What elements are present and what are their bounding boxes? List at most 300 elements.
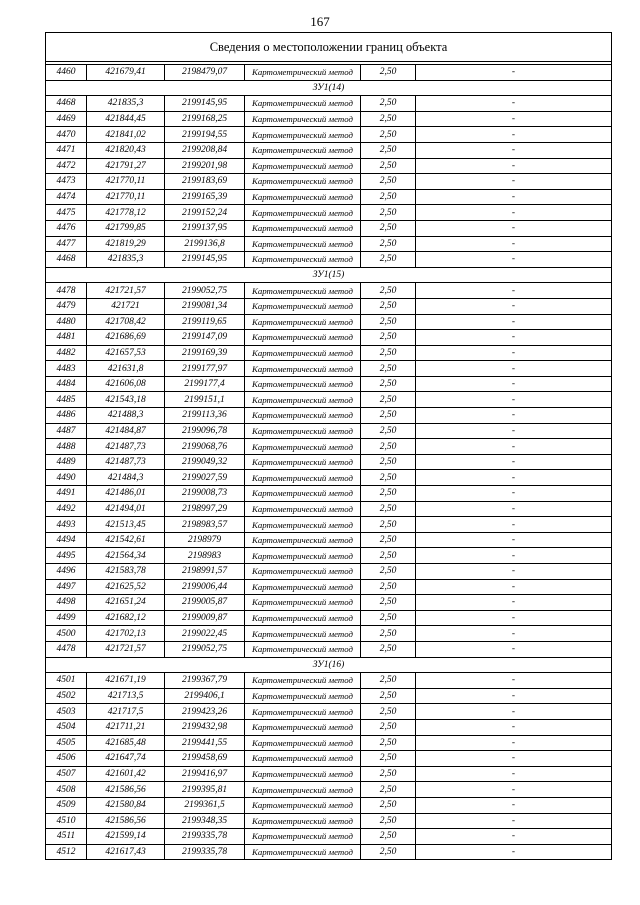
accuracy-cell: 2,50	[361, 610, 416, 626]
table-row	[46, 532, 612, 548]
table-row	[46, 766, 612, 782]
y-coordinate-cell: 2199145,95	[165, 96, 245, 112]
table-row	[46, 454, 612, 470]
x-coordinate-cell: 421835,3	[87, 96, 165, 112]
point-number-cell: 4505	[46, 735, 87, 751]
x-coordinate-cell: 421835,3	[87, 252, 165, 268]
accuracy-cell: 2,50	[361, 439, 416, 455]
description-cell: -	[416, 439, 612, 455]
table-row	[46, 751, 612, 767]
point-number-cell: 4477	[46, 236, 87, 252]
method-cell: Картометрический метод	[245, 813, 361, 829]
accuracy-cell: 2,50	[361, 813, 416, 829]
accuracy-cell: 2,50	[361, 673, 416, 689]
method-cell: Картометрический метод	[245, 111, 361, 127]
method-cell: Картометрический метод	[245, 517, 361, 533]
description-cell: -	[416, 174, 612, 190]
x-coordinate-cell: 421484,3	[87, 470, 165, 486]
y-coordinate-cell: 2199009,87	[165, 610, 245, 626]
accuracy-cell: 2,50	[361, 501, 416, 517]
x-coordinate-cell: 421778,12	[87, 205, 165, 221]
x-coordinate-cell: 421542,61	[87, 532, 165, 548]
accuracy-cell: 2,50	[361, 470, 416, 486]
y-coordinate-cell: 2199458,69	[165, 751, 245, 767]
table-row	[46, 439, 612, 455]
accuracy-cell: 2,50	[361, 844, 416, 860]
x-coordinate-cell: 421631,8	[87, 361, 165, 377]
table-row	[46, 501, 612, 517]
y-coordinate-cell: 2199145,95	[165, 252, 245, 268]
x-coordinate-cell: 421713,5	[87, 688, 165, 704]
description-cell: -	[416, 236, 612, 252]
point-number-cell: 4487	[46, 423, 87, 439]
table-row	[46, 220, 612, 236]
description-cell: -	[416, 673, 612, 689]
x-coordinate-cell: 421487,73	[87, 454, 165, 470]
description-cell: -	[416, 470, 612, 486]
y-coordinate-cell: 2199113,36	[165, 408, 245, 424]
table-row	[46, 252, 612, 268]
method-cell: Картометрический метод	[245, 189, 361, 205]
description-cell: -	[416, 111, 612, 127]
table-row	[46, 205, 612, 221]
description-cell: -	[416, 579, 612, 595]
y-coordinate-cell: 2199208,84	[165, 142, 245, 158]
section-label: ЗУ1(14)	[46, 80, 612, 96]
method-cell: Картометрический метод	[245, 532, 361, 548]
accuracy-cell: 2,50	[361, 174, 416, 190]
table-row	[46, 158, 612, 174]
description-cell: -	[416, 548, 612, 564]
point-number-cell: 4495	[46, 548, 87, 564]
x-coordinate-cell: 421583,78	[87, 564, 165, 580]
x-coordinate-cell: 421711,21	[87, 719, 165, 735]
point-number-cell: 4481	[46, 330, 87, 346]
accuracy-cell: 2,50	[361, 595, 416, 611]
method-cell: Картометрический метод	[245, 361, 361, 377]
accuracy-cell: 2,50	[361, 517, 416, 533]
table-row	[46, 470, 612, 486]
table-row	[46, 345, 612, 361]
point-number-cell: 4476	[46, 220, 87, 236]
description-cell: -	[416, 766, 612, 782]
y-coordinate-cell: 2199152,24	[165, 205, 245, 221]
table-row	[46, 626, 612, 642]
accuracy-cell: 2,50	[361, 252, 416, 268]
method-cell: Картометрический метод	[245, 564, 361, 580]
description-cell: -	[416, 626, 612, 642]
x-coordinate-cell: 421679,41	[87, 65, 165, 81]
y-coordinate-cell: 2199367,79	[165, 673, 245, 689]
point-number-cell: 4509	[46, 797, 87, 813]
point-number-cell: 4492	[46, 501, 87, 517]
point-number-cell: 4507	[46, 766, 87, 782]
accuracy-cell: 2,50	[361, 719, 416, 735]
accuracy-cell: 2,50	[361, 579, 416, 595]
point-number-cell: 4474	[46, 189, 87, 205]
x-coordinate-cell: 421586,56	[87, 782, 165, 798]
method-cell: Картометрический метод	[245, 454, 361, 470]
method-cell: Картометрический метод	[245, 751, 361, 767]
x-coordinate-cell: 421617,43	[87, 844, 165, 860]
point-number-cell: 4493	[46, 517, 87, 533]
y-coordinate-cell: 2199068,76	[165, 439, 245, 455]
y-coordinate-cell: 2199022,45	[165, 626, 245, 642]
point-number-cell: 4482	[46, 345, 87, 361]
description-cell: -	[416, 376, 612, 392]
table-row	[46, 844, 612, 860]
description-cell: -	[416, 361, 612, 377]
x-coordinate-cell: 421770,11	[87, 189, 165, 205]
point-number-cell: 4483	[46, 361, 87, 377]
x-coordinate-cell: 421580,84	[87, 797, 165, 813]
point-number-cell: 4478	[46, 283, 87, 299]
y-coordinate-cell: 2199168,25	[165, 111, 245, 127]
description-cell: -	[416, 486, 612, 502]
method-cell: Картометрический метод	[245, 439, 361, 455]
description-cell: -	[416, 345, 612, 361]
x-coordinate-cell: 421601,42	[87, 766, 165, 782]
description-cell: -	[416, 641, 612, 657]
x-coordinate-cell: 421513,45	[87, 517, 165, 533]
method-cell: Картометрический метод	[245, 205, 361, 221]
method-cell: Картометрический метод	[245, 595, 361, 611]
method-cell: Картометрический метод	[245, 735, 361, 751]
accuracy-cell: 2,50	[361, 392, 416, 408]
table-row	[46, 610, 612, 626]
y-coordinate-cell: 2199119,65	[165, 314, 245, 330]
accuracy-cell: 2,50	[361, 423, 416, 439]
accuracy-cell: 2,50	[361, 704, 416, 720]
point-number-cell: 4499	[46, 610, 87, 626]
y-coordinate-cell: 2199177,4	[165, 376, 245, 392]
boundary-table	[45, 32, 612, 860]
table-row	[46, 174, 612, 190]
y-coordinate-cell: 2199395,81	[165, 782, 245, 798]
y-coordinate-cell: 2199027,59	[165, 470, 245, 486]
x-coordinate-cell: 421586,56	[87, 813, 165, 829]
method-cell: Картометрический метод	[245, 641, 361, 657]
point-number-cell: 4497	[46, 579, 87, 595]
y-coordinate-cell: 2199008,73	[165, 486, 245, 502]
description-cell: -	[416, 330, 612, 346]
point-number-cell: 4498	[46, 595, 87, 611]
accuracy-cell: 2,50	[361, 65, 416, 81]
y-coordinate-cell: 2199361,5	[165, 797, 245, 813]
point-number-cell: 4508	[46, 782, 87, 798]
method-cell: Картометрический метод	[245, 610, 361, 626]
description-cell: -	[416, 252, 612, 268]
table-row	[46, 486, 612, 502]
description-cell: -	[416, 719, 612, 735]
table-row	[46, 782, 612, 798]
accuracy-cell: 2,50	[361, 220, 416, 236]
accuracy-cell: 2,50	[361, 189, 416, 205]
description-cell: -	[416, 797, 612, 813]
accuracy-cell: 2,50	[361, 564, 416, 580]
table-row	[46, 298, 612, 314]
x-coordinate-cell: 421625,52	[87, 579, 165, 595]
method-cell: Картометрический метод	[245, 252, 361, 268]
x-coordinate-cell: 421486,01	[87, 486, 165, 502]
y-coordinate-cell: 2199335,78	[165, 844, 245, 860]
method-cell: Картометрический метод	[245, 501, 361, 517]
accuracy-cell: 2,50	[361, 797, 416, 813]
accuracy-cell: 2,50	[361, 532, 416, 548]
x-coordinate-cell: 421770,11	[87, 174, 165, 190]
x-coordinate-cell: 421484,87	[87, 423, 165, 439]
point-number-cell: 4488	[46, 439, 87, 455]
y-coordinate-cell: 2199406,1	[165, 688, 245, 704]
point-number-cell: 4504	[46, 719, 87, 735]
description-cell: -	[416, 392, 612, 408]
table-row	[46, 330, 612, 346]
method-cell: Картометрический метод	[245, 65, 361, 81]
x-coordinate-cell: 421657,53	[87, 345, 165, 361]
method-cell: Картометрический метод	[245, 158, 361, 174]
method-cell: Картометрический метод	[245, 470, 361, 486]
point-number-cell: 4475	[46, 205, 87, 221]
y-coordinate-cell: 2199169,39	[165, 345, 245, 361]
y-coordinate-cell: 2198479,07	[165, 65, 245, 81]
accuracy-cell: 2,50	[361, 236, 416, 252]
table-row	[46, 423, 612, 439]
section-row	[46, 657, 612, 673]
table-row	[46, 283, 612, 299]
method-cell: Картометрический метод	[245, 220, 361, 236]
description-cell: -	[416, 595, 612, 611]
table-row	[46, 704, 612, 720]
description-cell: -	[416, 127, 612, 143]
x-coordinate-cell: 421606,08	[87, 376, 165, 392]
y-coordinate-cell: 2199441,55	[165, 735, 245, 751]
point-number-cell: 4484	[46, 376, 87, 392]
point-number-cell: 4472	[46, 158, 87, 174]
method-cell: Картометрический метод	[245, 314, 361, 330]
point-number-cell: 4471	[46, 142, 87, 158]
description-cell: -	[416, 829, 612, 845]
accuracy-cell: 2,50	[361, 641, 416, 657]
accuracy-cell: 2,50	[361, 158, 416, 174]
method-cell: Картометрический метод	[245, 782, 361, 798]
x-coordinate-cell: 421717,5	[87, 704, 165, 720]
x-coordinate-cell: 421721	[87, 298, 165, 314]
description-cell: -	[416, 844, 612, 860]
method-cell: Картометрический метод	[245, 345, 361, 361]
table-row	[46, 517, 612, 533]
accuracy-cell: 2,50	[361, 330, 416, 346]
method-cell: Картометрический метод	[245, 626, 361, 642]
method-cell: Картометрический метод	[245, 548, 361, 564]
y-coordinate-cell: 2199416,97	[165, 766, 245, 782]
point-number-cell: 4469	[46, 111, 87, 127]
x-coordinate-cell: 421686,69	[87, 330, 165, 346]
description-cell: -	[416, 220, 612, 236]
x-coordinate-cell: 421721,57	[87, 641, 165, 657]
y-coordinate-cell: 2199096,78	[165, 423, 245, 439]
method-cell: Картометрический метод	[245, 719, 361, 735]
description-cell: -	[416, 813, 612, 829]
table-row	[46, 408, 612, 424]
accuracy-cell: 2,50	[361, 361, 416, 377]
description-cell: -	[416, 782, 612, 798]
section-row	[46, 267, 612, 283]
accuracy-cell: 2,50	[361, 205, 416, 221]
x-coordinate-cell: 421682,12	[87, 610, 165, 626]
point-number-cell: 4501	[46, 673, 87, 689]
accuracy-cell: 2,50	[361, 283, 416, 299]
table-title: Сведения о местоположении границ объекта	[46, 33, 612, 62]
table-row	[46, 376, 612, 392]
table-row	[46, 189, 612, 205]
accuracy-cell: 2,50	[361, 96, 416, 112]
x-coordinate-cell: 421799,85	[87, 220, 165, 236]
description-cell: -	[416, 283, 612, 299]
description-cell: -	[416, 65, 612, 81]
x-coordinate-cell: 421721,57	[87, 283, 165, 299]
table-row	[46, 813, 612, 829]
accuracy-cell: 2,50	[361, 626, 416, 642]
point-number-cell: 4470	[46, 127, 87, 143]
method-cell: Картометрический метод	[245, 127, 361, 143]
point-number-cell: 4491	[46, 486, 87, 502]
section-label: ЗУ1(15)	[46, 267, 612, 283]
y-coordinate-cell: 2198983	[165, 548, 245, 564]
accuracy-cell: 2,50	[361, 782, 416, 798]
table-row	[46, 111, 612, 127]
x-coordinate-cell: 421708,42	[87, 314, 165, 330]
section-row	[46, 80, 612, 96]
accuracy-cell: 2,50	[361, 735, 416, 751]
accuracy-cell: 2,50	[361, 548, 416, 564]
method-cell: Картометрический метод	[245, 797, 361, 813]
method-cell: Картометрический метод	[245, 330, 361, 346]
y-coordinate-cell: 2199052,75	[165, 283, 245, 299]
x-coordinate-cell: 421844,45	[87, 111, 165, 127]
y-coordinate-cell: 2199081,34	[165, 298, 245, 314]
y-coordinate-cell: 2199432,98	[165, 719, 245, 735]
accuracy-cell: 2,50	[361, 298, 416, 314]
section-label: ЗУ1(16)	[46, 657, 612, 673]
table-row	[46, 65, 612, 81]
accuracy-cell: 2,50	[361, 454, 416, 470]
table-row	[46, 361, 612, 377]
accuracy-cell: 2,50	[361, 829, 416, 845]
description-cell: -	[416, 610, 612, 626]
table-row	[46, 595, 612, 611]
description-cell: -	[416, 501, 612, 517]
y-coordinate-cell: 2199005,87	[165, 595, 245, 611]
x-coordinate-cell: 421841,02	[87, 127, 165, 143]
accuracy-cell: 2,50	[361, 408, 416, 424]
point-number-cell: 4510	[46, 813, 87, 829]
accuracy-cell: 2,50	[361, 111, 416, 127]
x-coordinate-cell: 421791,27	[87, 158, 165, 174]
description-cell: -	[416, 532, 612, 548]
x-coordinate-cell: 421702,13	[87, 626, 165, 642]
method-cell: Картометрический метод	[245, 704, 361, 720]
table-row	[46, 641, 612, 657]
y-coordinate-cell: 2199151,1	[165, 392, 245, 408]
description-cell: -	[416, 564, 612, 580]
method-cell: Картометрический метод	[245, 579, 361, 595]
y-coordinate-cell: 2199335,78	[165, 829, 245, 845]
description-cell: -	[416, 298, 612, 314]
table-row	[46, 673, 612, 689]
method-cell: Картометрический метод	[245, 673, 361, 689]
accuracy-cell: 2,50	[361, 345, 416, 361]
description-cell: -	[416, 408, 612, 424]
point-number-cell: 4494	[46, 532, 87, 548]
y-coordinate-cell: 2199177,97	[165, 361, 245, 377]
point-number-cell: 4478	[46, 641, 87, 657]
description-cell: -	[416, 314, 612, 330]
table-row	[46, 236, 612, 252]
y-coordinate-cell: 2199137,95	[165, 220, 245, 236]
method-cell: Картометрический метод	[245, 486, 361, 502]
point-number-cell: 4460	[46, 65, 87, 81]
y-coordinate-cell: 2199201,98	[165, 158, 245, 174]
x-coordinate-cell: 421599,14	[87, 829, 165, 845]
table-row	[46, 548, 612, 564]
table-row	[46, 797, 612, 813]
description-cell: -	[416, 751, 612, 767]
point-number-cell: 4512	[46, 844, 87, 860]
table-row	[46, 392, 612, 408]
method-cell: Картометрический метод	[245, 298, 361, 314]
y-coordinate-cell: 2199183,69	[165, 174, 245, 190]
description-cell: -	[416, 423, 612, 439]
table-row	[46, 688, 612, 704]
point-number-cell: 4506	[46, 751, 87, 767]
method-cell: Картометрический метод	[245, 408, 361, 424]
point-number-cell: 4468	[46, 96, 87, 112]
accuracy-cell: 2,50	[361, 688, 416, 704]
y-coordinate-cell: 2198997,29	[165, 501, 245, 517]
y-coordinate-cell: 2199052,75	[165, 641, 245, 657]
point-number-cell: 4490	[46, 470, 87, 486]
point-number-cell: 4479	[46, 298, 87, 314]
page-number: 167	[310, 14, 330, 29]
method-cell: Картометрический метод	[245, 96, 361, 112]
y-coordinate-cell: 2198991,57	[165, 564, 245, 580]
x-coordinate-cell: 421819,29	[87, 236, 165, 252]
description-cell: -	[416, 517, 612, 533]
x-coordinate-cell: 421651,24	[87, 595, 165, 611]
y-coordinate-cell: 2199147,09	[165, 330, 245, 346]
point-number-cell: 4496	[46, 564, 87, 580]
x-coordinate-cell: 421820,43	[87, 142, 165, 158]
accuracy-cell: 2,50	[361, 142, 416, 158]
x-coordinate-cell: 421685,48	[87, 735, 165, 751]
x-coordinate-cell: 421564,34	[87, 548, 165, 564]
description-cell: -	[416, 142, 612, 158]
method-cell: Картометрический метод	[245, 376, 361, 392]
point-number-cell: 4485	[46, 392, 87, 408]
point-number-cell: 4473	[46, 174, 87, 190]
x-coordinate-cell: 421671,19	[87, 673, 165, 689]
point-number-cell: 4486	[46, 408, 87, 424]
method-cell: Картометрический метод	[245, 174, 361, 190]
description-cell: -	[416, 205, 612, 221]
accuracy-cell: 2,50	[361, 314, 416, 330]
accuracy-cell: 2,50	[361, 127, 416, 143]
y-coordinate-cell: 2198979	[165, 532, 245, 548]
x-coordinate-cell: 421488,3	[87, 408, 165, 424]
y-coordinate-cell: 2199348,35	[165, 813, 245, 829]
y-coordinate-cell: 2199049,32	[165, 454, 245, 470]
table-row	[46, 735, 612, 751]
